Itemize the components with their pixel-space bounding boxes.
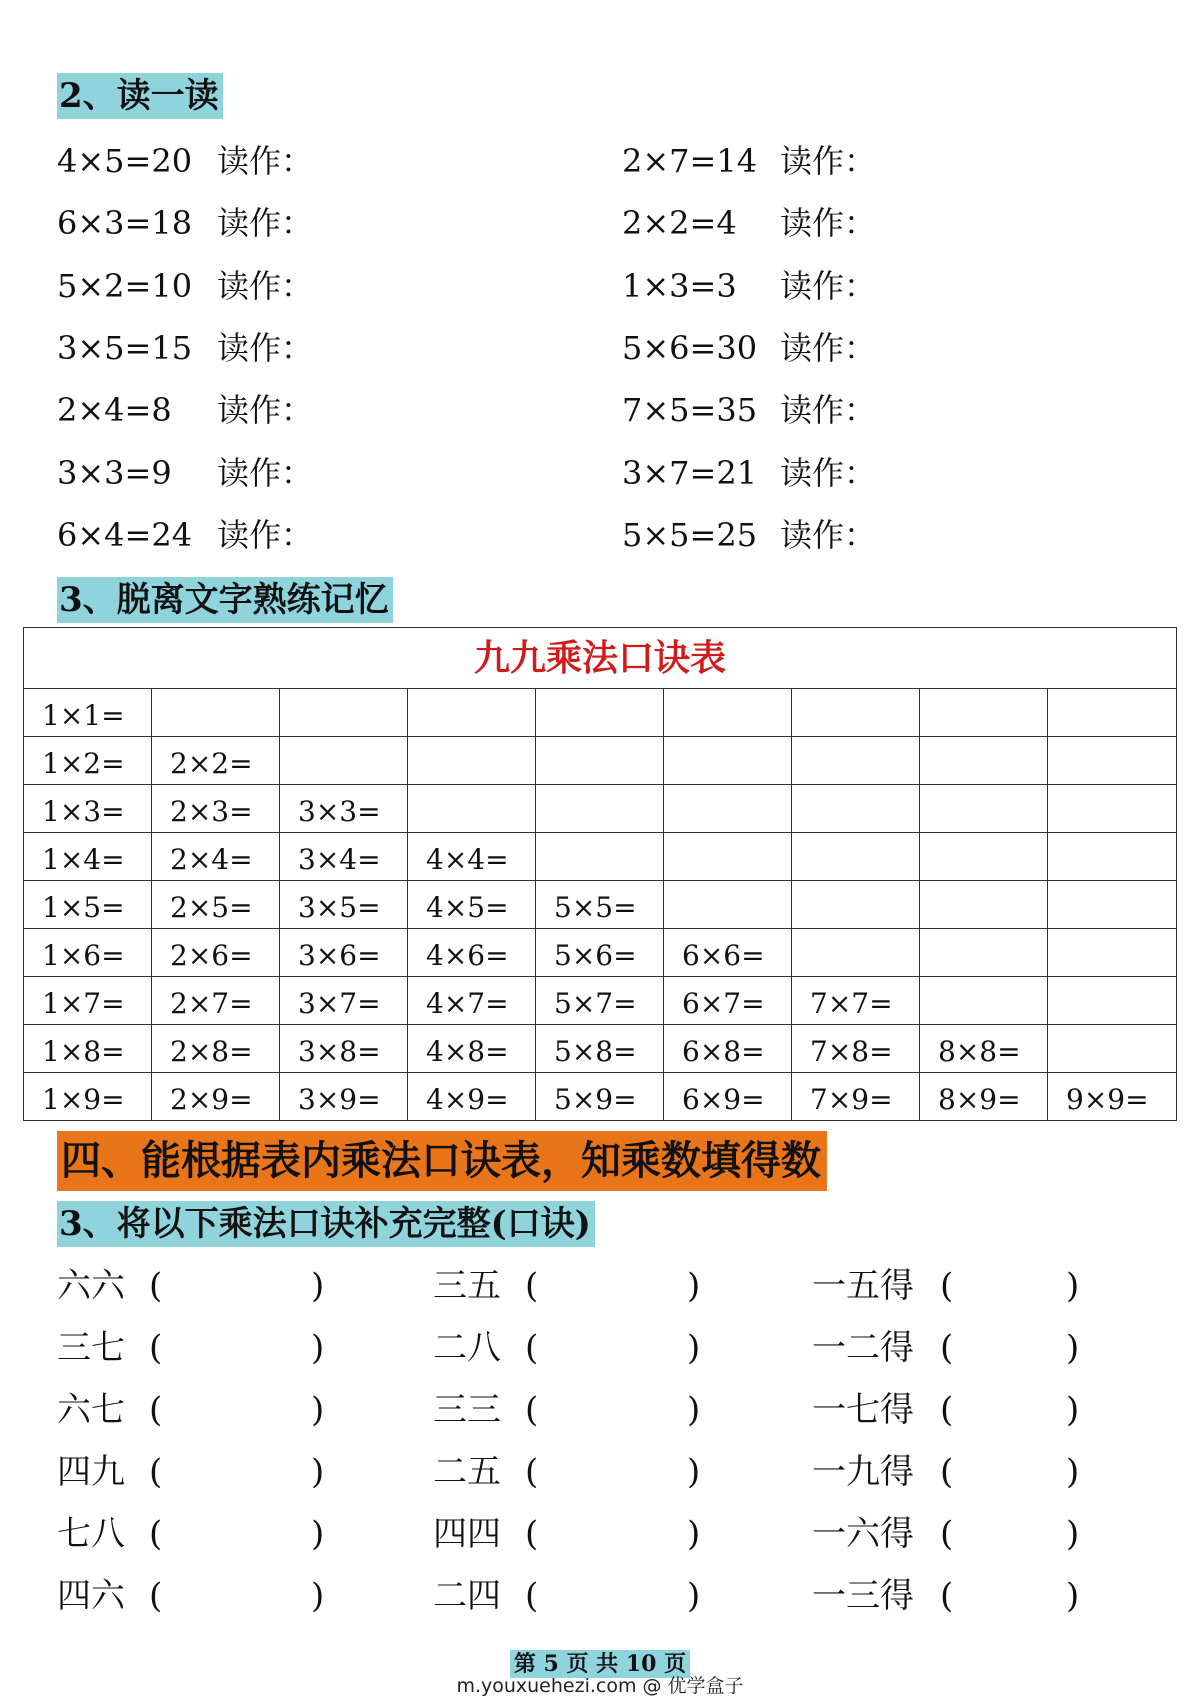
table-cell: 3×9= xyxy=(280,1073,408,1121)
open-paren: ( xyxy=(940,1452,954,1492)
open-paren: ( xyxy=(149,1266,163,1306)
answer-blank[interactable] xyxy=(169,1388,307,1432)
read-expression: 2×7=14 xyxy=(622,142,758,180)
table-cell: 8×9= xyxy=(920,1073,1048,1121)
answer-blank[interactable] xyxy=(960,1574,1062,1618)
table-cell: 1×7= xyxy=(24,977,152,1025)
table-cell xyxy=(280,689,408,737)
answer-blank[interactable] xyxy=(960,1388,1062,1432)
read-expression: 4×5=20 xyxy=(57,142,193,180)
table-cell: 3×5= xyxy=(280,881,408,929)
table-cell xyxy=(920,929,1048,977)
read-expression: 7×5=35 xyxy=(622,391,758,429)
table-cell xyxy=(1048,929,1177,977)
read-expression: 6×3=18 xyxy=(57,204,193,242)
table-cell: 6×8= xyxy=(664,1025,792,1073)
read-expression: 3×5=15 xyxy=(57,329,193,367)
read-label: 读作： xyxy=(780,204,877,242)
table-cell xyxy=(1048,977,1177,1025)
open-paren: ( xyxy=(525,1390,539,1430)
table-cell xyxy=(920,881,1048,929)
read-label: 读作： xyxy=(217,204,314,242)
rhyme-prompt: 一三得 xyxy=(812,1576,914,1616)
read-expression: 5×5=25 xyxy=(622,516,758,554)
table-cell xyxy=(1048,737,1177,785)
table-cell xyxy=(536,785,664,833)
table-row xyxy=(24,1073,1177,1121)
read-label: 读作： xyxy=(780,391,877,429)
open-paren: ( xyxy=(149,1576,163,1616)
table-cell: 6×7= xyxy=(664,977,792,1025)
table-cell: 1×2= xyxy=(24,737,152,785)
open-paren: ( xyxy=(149,1328,163,1368)
table-cell: 3×4= xyxy=(280,833,408,881)
table-row xyxy=(24,977,1177,1025)
open-paren: ( xyxy=(525,1328,539,1368)
answer-blank[interactable] xyxy=(169,1264,307,1308)
table-cell: 4×7= xyxy=(408,977,536,1025)
table-cell: 1×6= xyxy=(24,929,152,977)
open-paren: ( xyxy=(940,1266,954,1306)
table-cell xyxy=(408,785,536,833)
table-cell: 5×8= xyxy=(536,1025,664,1073)
table-cell: 2×3= xyxy=(152,785,280,833)
table-cell: 8×8= xyxy=(920,1025,1048,1073)
table-cell: 4×5= xyxy=(408,881,536,929)
site-watermark: m.youxuehezi.com @ 优学盒子 xyxy=(456,1675,744,1697)
answer-blank[interactable] xyxy=(169,1574,307,1618)
rhyme-prompt: 三七 xyxy=(57,1328,125,1368)
read-expression: 5×2=10 xyxy=(57,267,193,305)
read-expression: 6×4=24 xyxy=(57,516,193,554)
table-cell xyxy=(1048,833,1177,881)
read-label: 读作： xyxy=(217,454,314,492)
table-cell: 1×1= xyxy=(24,689,152,737)
table-cell: 2×4= xyxy=(152,833,280,881)
table-cell: 4×8= xyxy=(408,1025,536,1073)
table-cell: 2×2= xyxy=(152,737,280,785)
rhyme-prompt: 七八 xyxy=(57,1514,125,1554)
table-cell: 5×6= xyxy=(536,929,664,977)
read-label: 读作： xyxy=(217,391,314,429)
table-cell: 1×8= xyxy=(24,1025,152,1073)
open-paren: ( xyxy=(149,1514,163,1554)
table-cell: 3×3= xyxy=(280,785,408,833)
answer-blank[interactable] xyxy=(545,1512,683,1556)
table-cell xyxy=(920,689,1048,737)
close-paren: ) xyxy=(311,1452,325,1492)
table-cell xyxy=(408,689,536,737)
open-paren: ( xyxy=(149,1452,163,1492)
close-paren: ) xyxy=(1066,1390,1080,1430)
read-expression: 3×7=21 xyxy=(622,454,758,492)
open-paren: ( xyxy=(940,1514,954,1554)
open-paren: ( xyxy=(940,1328,954,1368)
multiplication-table xyxy=(23,627,1177,1121)
close-paren: ) xyxy=(687,1390,701,1430)
read-label: 读作： xyxy=(217,329,314,367)
answer-blank[interactable] xyxy=(960,1264,1062,1308)
rhyme-prompt: 二五 xyxy=(433,1452,501,1492)
table-row xyxy=(24,1025,1177,1073)
close-paren: ) xyxy=(687,1266,701,1306)
table-cell: 1×4= xyxy=(24,833,152,881)
answer-blank[interactable] xyxy=(960,1512,1062,1556)
table-cell: 2×8= xyxy=(152,1025,280,1073)
open-paren: ( xyxy=(525,1576,539,1616)
table-cell: 6×9= xyxy=(664,1073,792,1121)
table-row xyxy=(24,737,1177,785)
close-paren: ) xyxy=(311,1266,325,1306)
answer-blank[interactable] xyxy=(545,1264,683,1308)
footer-site xyxy=(0,1674,1200,1698)
close-paren: ) xyxy=(1066,1514,1080,1554)
rhyme-prompt: 六六 xyxy=(57,1266,125,1306)
read-label: 读作： xyxy=(217,142,314,180)
read-expression: 5×6=30 xyxy=(622,329,758,367)
rhyme-prompt: 一五得 xyxy=(812,1266,914,1306)
heading-memory: 3、脱离文字熟练记忆 xyxy=(57,577,393,623)
answer-blank[interactable] xyxy=(169,1326,307,1370)
answer-blank[interactable] xyxy=(960,1450,1062,1494)
table-cell xyxy=(1048,689,1177,737)
open-paren: ( xyxy=(525,1514,539,1554)
table-cell: 4×4= xyxy=(408,833,536,881)
close-paren: ) xyxy=(1066,1576,1080,1616)
read-expression: 2×4=8 xyxy=(57,391,172,429)
table-row xyxy=(24,881,1177,929)
table-cell: 2×7= xyxy=(152,977,280,1025)
close-paren: ) xyxy=(1066,1328,1080,1368)
table-cell: 1×3= xyxy=(24,785,152,833)
table-cell xyxy=(1048,881,1177,929)
close-paren: ) xyxy=(311,1328,325,1368)
rhyme-prompt: 三三 xyxy=(433,1390,501,1430)
open-paren: ( xyxy=(149,1390,163,1430)
answer-blank[interactable] xyxy=(545,1450,683,1494)
table-cell: 4×9= xyxy=(408,1073,536,1121)
table-cell xyxy=(792,881,920,929)
answer-blank[interactable] xyxy=(960,1326,1062,1370)
table-cell: 6×6= xyxy=(664,929,792,977)
rhyme-prompt: 一二得 xyxy=(812,1328,914,1368)
table-cell: 7×8= xyxy=(792,1025,920,1073)
table-cell: 1×5= xyxy=(24,881,152,929)
rhyme-prompt: 二四 xyxy=(433,1576,501,1616)
rhyme-prompt: 四四 xyxy=(433,1514,501,1554)
table-row xyxy=(24,833,1177,881)
table-cell xyxy=(536,833,664,881)
table-cell xyxy=(536,689,664,737)
read-label: 读作： xyxy=(217,267,314,305)
table-cell: 7×7= xyxy=(792,977,920,1025)
read-expression: 1×3=3 xyxy=(622,267,737,305)
close-paren: ) xyxy=(687,1514,701,1554)
read-label: 读作： xyxy=(780,142,877,180)
read-label: 读作： xyxy=(217,516,314,554)
table-row xyxy=(24,689,1177,737)
rhyme-prompt: 一七得 xyxy=(812,1390,914,1430)
table-cell xyxy=(664,833,792,881)
table-cell xyxy=(792,737,920,785)
heading-complete: 3、将以下乘法口诀补充完整(口诀) xyxy=(57,1201,595,1247)
table-cell: 5×7= xyxy=(536,977,664,1025)
table-cell xyxy=(792,929,920,977)
table-cell xyxy=(1048,1025,1177,1073)
table-cell xyxy=(920,977,1048,1025)
table-cell xyxy=(920,833,1048,881)
table-cell xyxy=(920,737,1048,785)
close-paren: ) xyxy=(687,1576,701,1616)
table-cell xyxy=(536,737,664,785)
rhyme-prompt: 六七 xyxy=(57,1390,125,1430)
answer-blank[interactable] xyxy=(169,1450,307,1494)
read-label: 读作： xyxy=(780,329,877,367)
rhyme-prompt: 三五 xyxy=(433,1266,501,1306)
table-cell xyxy=(1048,785,1177,833)
table-cell xyxy=(792,689,920,737)
open-paren: ( xyxy=(525,1452,539,1492)
read-label: 读作： xyxy=(780,454,877,492)
open-paren: ( xyxy=(940,1576,954,1616)
close-paren: ) xyxy=(687,1452,701,1492)
table-title: 九九乘法口诀表 xyxy=(24,628,1177,689)
table-cell: 3×6= xyxy=(280,929,408,977)
table-cell: 2×5= xyxy=(152,881,280,929)
open-paren: ( xyxy=(940,1390,954,1430)
read-expression: 2×2=4 xyxy=(622,204,737,242)
table-cell xyxy=(664,785,792,833)
open-paren: ( xyxy=(525,1266,539,1306)
close-paren: ) xyxy=(311,1514,325,1554)
rhyme-prompt: 一九得 xyxy=(812,1452,914,1492)
table-row xyxy=(24,785,1177,833)
table-cell: 2×9= xyxy=(152,1073,280,1121)
table-cell: 2×6= xyxy=(152,929,280,977)
table-cell xyxy=(152,689,280,737)
table-cell xyxy=(792,785,920,833)
table-cell xyxy=(664,689,792,737)
answer-blank[interactable] xyxy=(169,1512,307,1556)
table-cell: 5×9= xyxy=(536,1073,664,1121)
table-cell xyxy=(664,881,792,929)
close-paren: ) xyxy=(1066,1266,1080,1306)
read-label: 读作： xyxy=(780,267,877,305)
table-cell: 1×9= xyxy=(24,1073,152,1121)
answer-blank[interactable] xyxy=(545,1574,683,1618)
table-cell: 4×6= xyxy=(408,929,536,977)
heading-read: 2、读一读 xyxy=(57,73,223,119)
table-cell xyxy=(408,737,536,785)
close-paren: ) xyxy=(1066,1452,1080,1492)
table-cell: 5×5= xyxy=(536,881,664,929)
rhyme-prompt: 四六 xyxy=(57,1576,125,1616)
page-number: 第 5 页 共 10 页 xyxy=(510,1650,690,1678)
table-cell xyxy=(920,785,1048,833)
read-label: 读作： xyxy=(780,516,877,554)
close-paren: ) xyxy=(311,1576,325,1616)
read-expression: 3×3=9 xyxy=(57,454,172,492)
rhyme-prompt: 一六得 xyxy=(812,1514,914,1554)
table-cell xyxy=(792,833,920,881)
answer-blank[interactable] xyxy=(545,1326,683,1370)
rhyme-prompt: 四九 xyxy=(57,1452,125,1492)
table-row xyxy=(24,929,1177,977)
close-paren: ) xyxy=(311,1390,325,1430)
table-cell: 3×7= xyxy=(280,977,408,1025)
table-cell: 9×9= xyxy=(1048,1073,1177,1121)
rhyme-prompt: 二八 xyxy=(433,1328,501,1368)
table-cell: 3×8= xyxy=(280,1025,408,1073)
answer-blank[interactable] xyxy=(545,1388,683,1432)
table-cell xyxy=(664,737,792,785)
table-cell: 7×9= xyxy=(792,1073,920,1121)
table-cell xyxy=(280,737,408,785)
close-paren: ) xyxy=(687,1328,701,1368)
heading-section-four: 四、能根据表内乘法口诀表，知乘数填得数 xyxy=(57,1131,827,1191)
